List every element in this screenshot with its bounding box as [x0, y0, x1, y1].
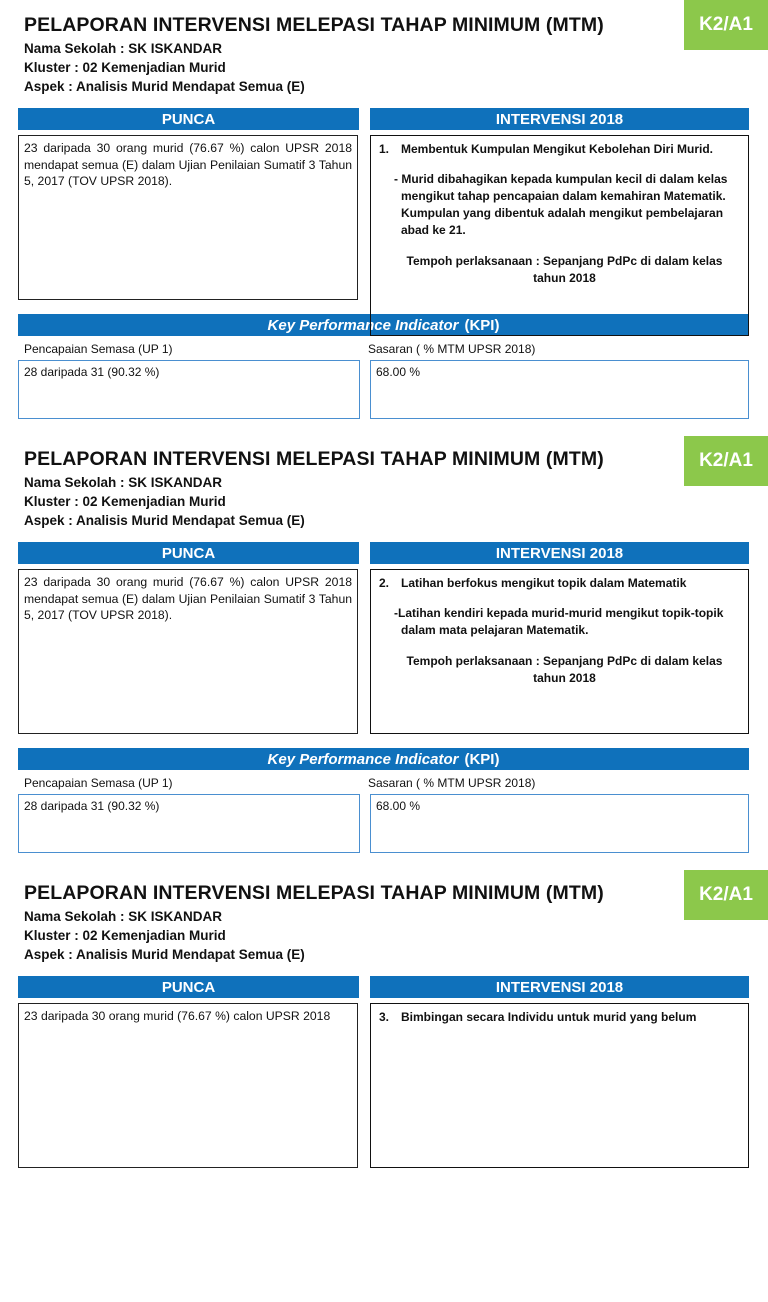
punca-header: PUNCA [18, 108, 359, 130]
code-badge: K2/A1 [684, 436, 768, 486]
punca-box [18, 135, 358, 300]
cluster: Kluster : 02 Kemenjadian Murid [24, 494, 226, 509]
kpi-header [18, 748, 749, 770]
kpi-abbr: (KPI) [464, 316, 500, 334]
tempoh-line-1: Tempoh perlaksanaan : Sepanjang PdPc di dalam kelas [406, 254, 723, 268]
intervensi-title: Membentuk Kumpulan Mengikut Kebolehan Diri Murid. [401, 142, 714, 156]
punca-text: 23 daripada 30 orang murid (76.67 %) calon UPSR 2018 mendapat semua (E) dalam Ujian Penilaian Sumatif 3 Tahun 5, 2017 (TOV UPSR 2018). [24, 575, 352, 622]
kpi-current-label: Pencapaian Semasa (UP 1) [24, 776, 173, 790]
tempoh-perlaksanaan [379, 253, 740, 287]
intervensi-title-row [379, 1009, 740, 1026]
punca-text: 23 daripada 30 orang murid (76.67 %) calon UPSR 2018 mendapat semua (E) dalam Ujian Penilaian Sumatif 3 Tahun 5, 2017 (TOV UPSR 2018). [24, 141, 352, 188]
kpi-title: Key Performance Indicator [267, 316, 459, 334]
report-title: PELAPORAN INTERVENSI MELEPASI TAHAP MINIMUM (MTM) [24, 14, 604, 36]
tempoh-line-2: tahun 2018 [533, 671, 596, 685]
intervensi-header: INTERVENSI 2018 [370, 108, 749, 130]
punca-box [18, 1003, 358, 1168]
kpi-target-label: Sasaran ( % MTM UPSR 2018) [368, 776, 536, 790]
intervensi-description: - Murid dibahagikan kepada kumpulan kecil di dalam kelas mengikut tahap pencapaian dalam kemahiran Matematik. Kumpulan yang dibentuk adalah mengikut pembelajaran abad ke 21. [394, 172, 728, 237]
kpi-current-value: 28 daripada 31 (90.32 %) [18, 360, 360, 419]
kpi-target-value: 68.00 % [370, 360, 749, 419]
aspect: Aspek : Analisis Murid Mendapat Semua (E) [24, 947, 305, 962]
intervensi-number: 1. [379, 142, 390, 156]
intervensi-title-row [379, 141, 740, 158]
punca-box [18, 569, 358, 734]
intervensi-title-row [379, 575, 740, 592]
intervensi-box [370, 135, 749, 336]
intervensi-title: Latihan berfokus mengikut topik dalam Matematik [401, 576, 687, 590]
report-section-3 [0, 868, 768, 1302]
tempoh-line-1: Tempoh perlaksanaan : Sepanjang PdPc di dalam kelas [406, 654, 723, 668]
kpi-target-label: Sasaran ( % MTM UPSR 2018) [368, 342, 536, 356]
report-section-1 [0, 0, 768, 434]
intervensi-number: 2. [379, 576, 390, 590]
report-title: PELAPORAN INTERVENSI MELEPASI TAHAP MINIMUM (MTM) [24, 882, 604, 904]
intervensi-number: 3. [379, 1010, 390, 1024]
code-badge: K2/A1 [684, 870, 768, 920]
intervensi-description: -Latihan kendiri kepada murid-murid mengikut topik-topik dalam mata pelajaran Matematik. [394, 606, 724, 637]
punca-header: PUNCA [18, 976, 359, 998]
kpi-abbr: (KPI) [464, 750, 500, 768]
school-name: Nama Sekolah : SK ISKANDAR [24, 909, 223, 924]
aspect: Aspek : Analisis Murid Mendapat Semua (E) [24, 79, 305, 94]
intervensi-header: INTERVENSI 2018 [370, 542, 749, 564]
punca-text: 23 daripada 30 orang murid (76.67 %) calon UPSR 2018 [24, 1009, 331, 1023]
punca-header: PUNCA [18, 542, 359, 564]
kpi-title: Key Performance Indicator [267, 750, 459, 768]
kpi-target-value: 68.00 % [370, 794, 749, 853]
kpi-current-value: 28 daripada 31 (90.32 %) [18, 794, 360, 853]
report-section-2 [0, 434, 768, 868]
intervensi-box [370, 569, 749, 734]
intervensi-header: INTERVENSI 2018 [370, 976, 749, 998]
intervensi-title: Bimbingan secara Individu untuk murid yang belum [401, 1010, 697, 1024]
code-badge: K2/A1 [684, 0, 768, 50]
intervensi-box [370, 1003, 749, 1168]
school-name: Nama Sekolah : SK ISKANDAR [24, 41, 223, 56]
tempoh-perlaksanaan [379, 653, 740, 687]
aspect: Aspek : Analisis Murid Mendapat Semua (E) [24, 513, 305, 528]
kpi-current-label: Pencapaian Semasa (UP 1) [24, 342, 173, 356]
tempoh-line-2: tahun 2018 [533, 271, 596, 285]
school-name: Nama Sekolah : SK ISKANDAR [24, 475, 223, 490]
cluster: Kluster : 02 Kemenjadian Murid [24, 60, 226, 75]
report-title: PELAPORAN INTERVENSI MELEPASI TAHAP MINIMUM (MTM) [24, 448, 604, 470]
cluster: Kluster : 02 Kemenjadian Murid [24, 928, 226, 943]
